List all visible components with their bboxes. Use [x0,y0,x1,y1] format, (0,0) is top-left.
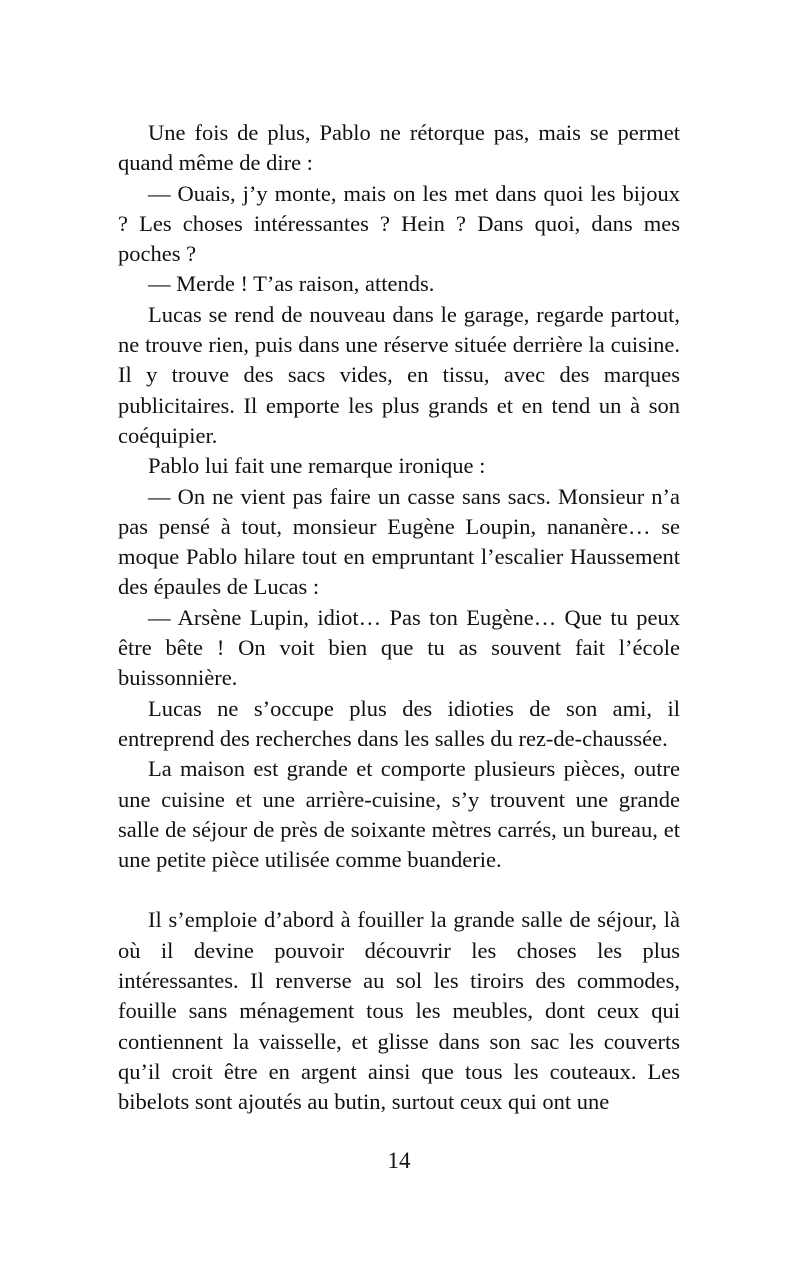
paragraph: Pablo lui fait une remarque ironique : [148,453,486,479]
paragraph: Il s’emploie d’abord à fouiller la grande salle de séjour, là où il devine pouvoir découvrir les choses les plus intéressantes. Il renverse au sol les tiroirs des commodes, fouille sans ménagement tous les meubles, dont ceux qui contiennent la vaisselle, et glisse dans son sac les couverts qu’il croit être en argent ainsi que tous les couteaux. Les bibelots sont ajoutés au butin, surtout ceux qui ont une [118,907,680,1115]
dialogue-line: — Ouais, j’y monte, mais on les met dans quoi les bijoux ? Les choses intéressantes ? Hein ? Dans quoi, dans mes poches ? [118,180,680,267]
paragraph: La maison est grande et comporte plusieurs pièces, outre une cuisine et une arrière-cuisine, s’y trouvent une grande salle de séjour de près de soixante mètres carrés, un bureau, et une petite pièce utilisée comme buanderie. [118,756,680,873]
dialogue-line: — Merde ! T’as raison, attends. [148,271,435,297]
paragraph: Lucas se rend de nouveau dans le garage, regarde partout, ne trouve rien, puis dans une réserve située derrière la cuisine. Il y trouve des sacs vides, en tissu, avec des marques publicitaires. Il emporte les plus grands et en tend un à son coéquipier. [118,301,680,448]
paragraph: Une fois de plus, Pablo ne rétorque pas, mais se permet quand même de dire : [118,120,680,176]
body-text [118,118,680,1118]
dialogue-line: — Arsène Lupin, idiot… Pas ton Eugène… Que tu peux être bête ! On voit bien que tu as souvent fait l’école buissonnière. [118,604,680,691]
paragraph: Lucas ne s’occupe plus des idioties de son ami, il entreprend des recherches dans les salles du rez-de-chaussée. [118,695,680,751]
dialogue-line: — On ne vient pas faire un casse sans sacs. Monsieur n’a pas pensé à tout, monsieur Eugène Loupin, nananère… se moque Pablo hilare tout en empruntant l’escalier Haussement des épaules de Lucas : [118,483,680,600]
page-number: 14 [387,1148,411,1173]
